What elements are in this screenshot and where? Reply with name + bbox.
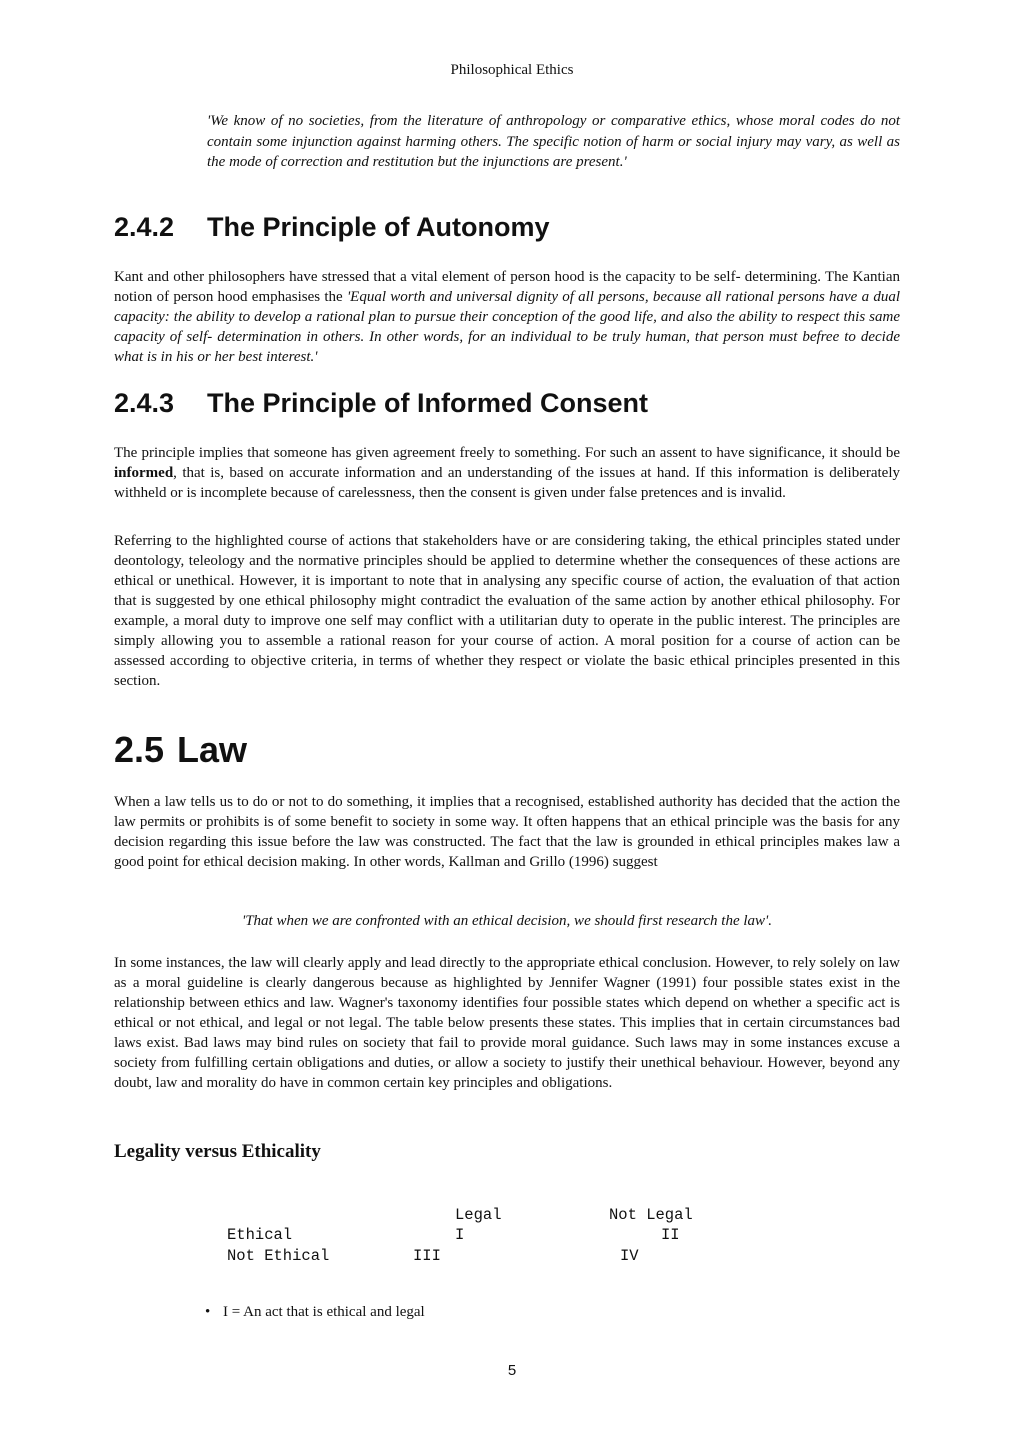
paragraph-law-intro: When a law tells us to do or not to do something, it implies that a recognised, established authority has decided that the action the law permits or prohibits is of some benefit to society in some way. It often happens that an ethical principle was the basis for any decision regarding this issue before the law was constructed. The fact that the law is grounded in ethical principles makes law a good point for ethical decision making. In other words, Kallman and Grillo (1996) suggest [114,794,900,870]
bullet-text: I = An act that is ethical and legal [223,1304,425,1320]
paragraph-text: , that is, based on accurate information and an understanding of the issues at hand. If this information is deliberately withheld or is incomplete because of carelessness, then the consent is given under false pretences and is invalid. [114,465,900,501]
heading-2-4-3 [114,388,648,419]
table-cell-ii: II [661,1226,680,1244]
row-header-ethical: Ethical [227,1226,293,1244]
paragraph-course-of-action: Referring to the highlighted course of actions that stakeholders have or are considering taking, the ethical principles stated under deontology, teleology and the normative principles should be applied to determine whether the consequences of these actions are ethical or unethical. However, it is important to note that in analysing any specific course of action, the evaluation of that action that is suggested by one ethical philosophy might contradict the evaluation of the same action by another ethical philosophy. For example, a moral duty to improve one self may conflict with a utilitarian duty to operate in the public interest. The principles are simply allowing you to assemble a rational reason for your course of action. A moral position for a course of action can be assessed according to objective criteria, in terms of whether they respect or violate the basic ethical principles presented in this section. [114,533,900,689]
bold-term: informed [114,465,174,481]
table-cell-iii: III [413,1247,441,1265]
table-title: Legality versus Ethicality [114,1141,321,1162]
paragraph-wagner: In some instances, the law will clearly apply and lead directly to the appropriate ethical conclusion. However, to rely solely on law as a moral guideline is clearly dangerous because as highlighted by Jennifer Wagner (1991) four possible states exist in the relationship between ethics and law. Wagner's taxonomy identifies four possible states which depend on whether a specific act is ethical or not ethical, and legal or not legal. The table below presents these states. This implies that in certain circumstances bad laws exist. Bad laws may bind rules on society that fail to provide moral guidance. Such laws may in some instances excuse a society from fulfilling certain obligations and duties, or allow a society to justify their unethical behaviour. However, beyond any doubt, law and morality do have in common certain key principles and obligations. [114,955,900,1091]
italic-quote: 'Equal worth and universal dignity of all persons, because all rational persons have a dual capacity: the ability to develop a rational plan to pursue their conception of the good life, and also the ability to respect this same capacity of self- determination in others. In other words, for an individual to be truly human, that person must befree to decide what is in his or her best interest.' [114,289,901,365]
table-cell-i: I [455,1226,465,1244]
heading-2-4-2 [114,212,550,243]
table-cell-iv: IV [620,1247,639,1265]
paragraph-autonomy [114,267,900,367]
heading-2-5 [114,729,247,771]
section-title: The Principle of Informed Consent [207,388,649,418]
section-title: The Principle of Autonomy [207,212,550,242]
bullet-marker: • [205,1304,211,1320]
paragraph-text: The principle implies that someone has given agreement freely to something. For such an assent to have significance, it should be [114,445,900,461]
section-number: 2.4.2 [114,212,175,242]
paragraph-informed-consent [114,443,900,503]
bullet-item [205,1304,425,1321]
column-header-not-legal: Not Legal [609,1206,693,1224]
quote-research-law: 'That when we are confronted with an ethical decision, we should first research the law'. [242,913,772,929]
section-number: 2.5 [114,729,165,770]
section-number: 2.4.3 [114,388,175,418]
section-title: Law [177,729,248,770]
page-number: 5 [507,1362,517,1379]
row-header-not-ethical: Not Ethical [227,1247,330,1265]
paragraph-text: Kant and other philosophers have stressed that a vital element of person hood is the capacity to be self- determining. The Kantian notion of person hood emphasises the [114,269,900,305]
column-header-legal: Legal [455,1206,502,1224]
block-quote-harm: 'We know of no societies, from the literature of anthropology or comparative ethics, whose moral codes do not contain some injunction against harming others. The specific notion of harm or social injury may vary, as well as the mode of correction and restitution but the injunctions are present.' [207,113,900,170]
running-header: Philosophical Ethics [450,62,574,78]
